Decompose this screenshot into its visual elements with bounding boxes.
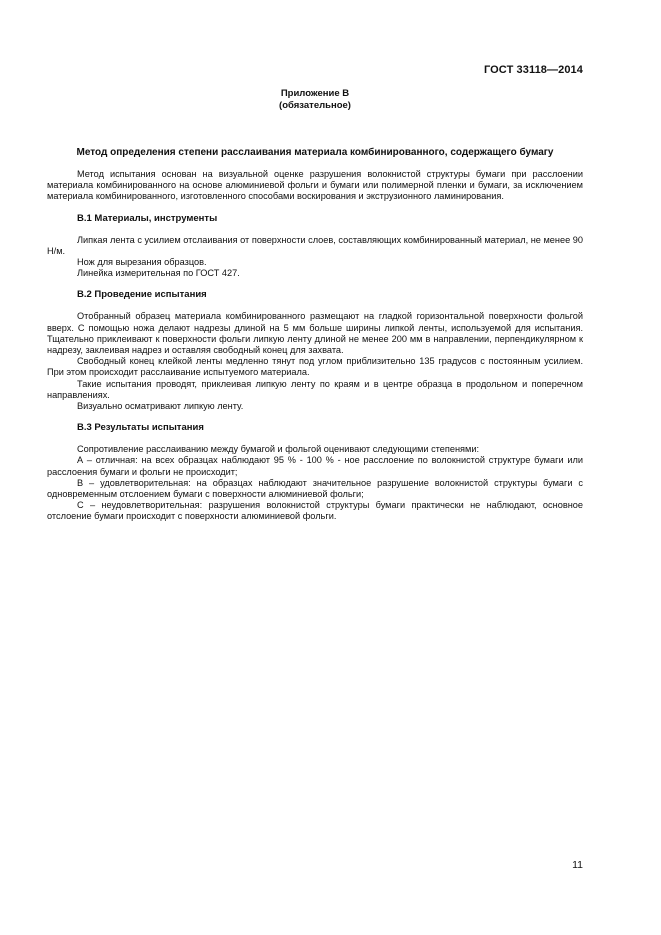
- appendix-status: (обязательное): [279, 100, 351, 111]
- b2-paragraph: Такие испытания проводят, приклеивая липкую ленту по краям и в центре образца в продольном и поперечном направлениях.: [47, 378, 583, 400]
- b1-paragraph: Нож для вырезания образцов.: [77, 257, 207, 268]
- b1-paragraph: Липкая лента с усилием отслаивания от поверхности слоев, составляющих комбинированный материал, не менее 90 Н/м.: [47, 234, 583, 256]
- b3-paragraph: В – удовлетворительная: на образцах наблюдают значительное разрушение волокнистой структуры бумаги с одновременным отслоением бумаги с поверхности алюминиевой фольги;: [47, 477, 583, 500]
- document-title: Метод определения степени расслаивания материала комбинированного, содержащего бумагу: [76, 147, 554, 158]
- appendix-title: Приложение В: [280, 88, 350, 99]
- b3-paragraph: Сопротивление расслаиванию между бумагой и фольгой оценивают следующими степенями:: [77, 444, 480, 455]
- section-heading-b3: В.3 Результаты испытания: [77, 422, 204, 434]
- b2-paragraph: Визуально осматривают липкую ленту.: [77, 401, 244, 412]
- b2-paragraph: Отобранный образец материала комбинированного размещают на гладкой горизонтальной поверхности фольгой вверх. С помощью ножа делают надрезы длиной на 5 мм больше ширины липкой ленты, используемой для испытания. Тщательно приклеивают к поверхности фольги липкую ленту длиной не менее 200 мм в направлении, перпендикулярном к надрезу, заклеивая надрез и оставляя свободный конец для захвата.: [47, 311, 583, 356]
- b3-paragraph: А – отличная: на всех образцах наблюдают 95 % - 100 % - ное расслоение по волокнистой структуре бумаги или расслоения бумаги и фольги не происходит;: [47, 455, 583, 477]
- document-page: [47, 0, 583, 935]
- b1-paragraph: Линейка измерительная по ГОСТ 427.: [77, 268, 240, 279]
- standard-number: ГОСТ 33118—2014: [483, 64, 583, 76]
- page-number: 11: [572, 859, 583, 871]
- b3-paragraph: С – неудовлетворительная: разрушения волокнистой структуры бумаги практически не наблюдают, основное отслоение бумаги происходит с поверхности алюминиевой фольги.: [47, 500, 583, 522]
- document-body: [47, 169, 583, 523]
- b2-paragraph: Свободный конец клейкой ленты медленно тянут под углом приблизительно 135 градусов с постоянным усилием. При этом происходит расслаивание испытуемого материала.: [47, 356, 583, 378]
- appendix-header: [47, 88, 583, 112]
- section-heading-b2: В.2 Проведение испытания: [77, 289, 207, 301]
- section-heading-b1: В.1 Материалы, инструменты: [77, 212, 218, 224]
- intro-paragraph: Метод испытания основан на визуальной оценке разрушения волокнистой структуры бумаги при расслоении материала комбинированного на основе алюминиевой фольги и бумаги или полимерной пленки и бумаги, за исключением материала комбинированного, изготовленного способами воскирования и экструзионного ламинирования.: [47, 169, 583, 202]
